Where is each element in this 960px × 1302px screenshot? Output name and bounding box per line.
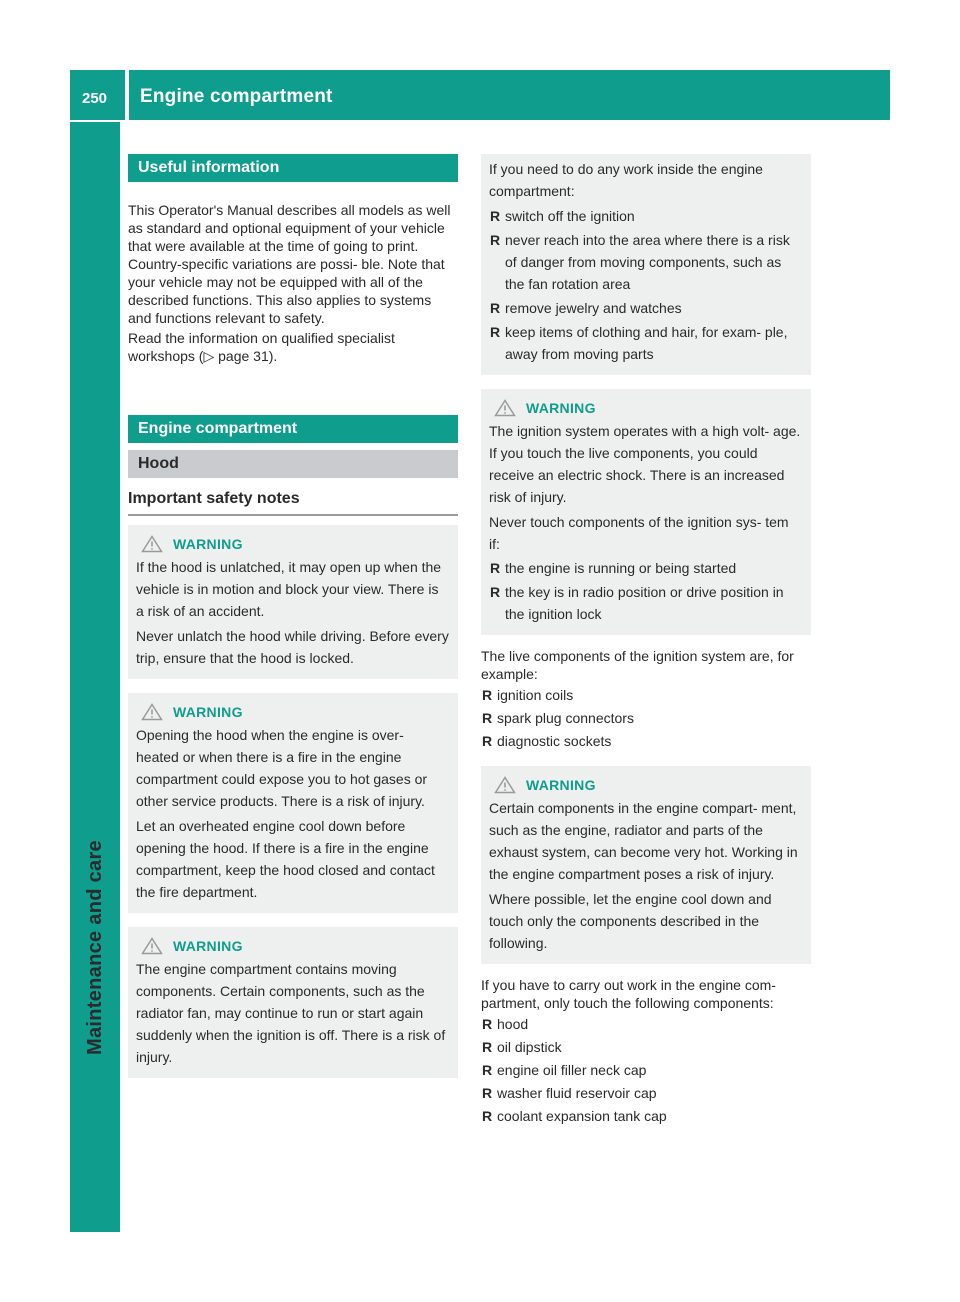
warning-text: Certain components in the engine compart- ment, such as the engine, radiator and parts of the exhaust system, can become very hot. Working in the engine compartment poses a risk of injury. <box>489 800 798 882</box>
warning-header <box>141 702 450 722</box>
list-item: R washer fluid reservoir cap <box>482 1085 657 1101</box>
list-item: R ignition coils <box>482 687 574 703</box>
work-precautions-list <box>489 205 803 365</box>
right-column <box>481 154 811 1127</box>
live-components-list <box>481 684 811 752</box>
touchable-components-list <box>481 1013 811 1127</box>
specialist-workshops-reference[interactable]: Read the information on qualified specialist workshops (▷ page 31). <box>128 330 395 364</box>
warning-text: Where possible, let the engine cool down and touch only the components described in the following. <box>489 891 772 951</box>
header-divider <box>125 70 129 120</box>
engine-compartment-heading: Engine compartment <box>128 415 458 443</box>
safety-notes-heading: Important safety notes <box>128 490 458 516</box>
warning-triangle-icon <box>494 776 516 794</box>
list-item: R coolant expansion tank cap <box>482 1108 667 1124</box>
work-precautions-intro: If you need to do any work inside the engine compartment: <box>489 161 763 199</box>
list-item: R hood <box>482 1016 529 1032</box>
list-item: R keep items of clothing and hair, for exam- ple, away from moving parts <box>490 324 788 362</box>
left-column <box>128 154 458 1078</box>
side-tab <box>70 122 120 1232</box>
warning-label: WARNING <box>173 938 243 954</box>
work-precautions-box <box>481 154 811 375</box>
warning-triangle-icon <box>494 399 516 417</box>
warning-header <box>141 534 450 554</box>
hood-heading: Hood <box>128 450 458 478</box>
warning-label: WARNING <box>526 777 596 793</box>
warning-box <box>481 766 811 964</box>
warning-text: The engine compartment contains moving components. Certain components, such as the radiator fan, may continue to run or start again suddenly when the ignition is off. There is a risk of injury. <box>136 961 446 1065</box>
warning-text: Let an overheated engine cool down before opening the hood. If there is a fire in the engine compartment, keep the hood closed and contact the fire department. <box>136 818 435 900</box>
list-item: R the engine is running or being started <box>490 560 737 576</box>
warning-triangle-icon <box>141 535 163 553</box>
list-item: R switch off the ignition <box>490 208 635 224</box>
touchable-components-intro: If you have to carry out work in the engine com- partment, only touch the following components: <box>481 977 776 1011</box>
warning-header <box>141 936 450 956</box>
side-tab-label: Maintenance and care <box>84 840 106 1055</box>
warning-box <box>128 927 458 1078</box>
warning-text: Never touch components of the ignition sys- tem if: <box>489 514 789 552</box>
list-item: R the key is in radio position or drive position in the ignition lock <box>490 584 784 622</box>
warning-triangle-icon <box>141 937 163 955</box>
ignition-conditions-list <box>489 557 803 625</box>
warning-box <box>128 693 458 913</box>
list-item: R remove jewelry and watches <box>490 300 682 316</box>
warning-text: Never unlatch the hood while driving. Before every trip, ensure that the hood is locked. <box>136 628 449 666</box>
list-item: R oil dipstick <box>482 1039 562 1055</box>
warning-box <box>128 525 458 679</box>
page-number: 250 <box>82 90 108 107</box>
warning-text: Opening the hood when the engine is over- heated or when there is a fire in the engine compartment could expose you to hot gases or other service products. There is a risk of injury. <box>136 727 428 809</box>
warning-label: WARNING <box>173 704 243 720</box>
page-title: Engine compartment <box>140 86 333 107</box>
useful-information-heading: Useful information <box>128 154 458 182</box>
list-item: R never reach into the area where there is a risk of danger from moving components, such as the fan rotation area <box>490 232 790 292</box>
list-item: R diagnostic sockets <box>482 733 612 749</box>
warning-triangle-icon <box>141 703 163 721</box>
warning-box <box>481 389 811 635</box>
list-item: R engine oil filler neck cap <box>482 1062 647 1078</box>
list-item: R spark plug connectors <box>482 710 634 726</box>
useful-information-paragraph: This Operator's Manual describes all models as well as standard and optional equipment of your vehicle that were available at the time of going to print. Country-specific variations are possi- ble. Note that your vehicle may not be equipped with all of the described functions. This also applies to systems and functions relevant to safety. <box>128 202 451 326</box>
warning-header <box>494 775 803 795</box>
warning-header <box>494 398 803 418</box>
live-components-intro: The live components of the ignition system are, for example: <box>481 648 794 682</box>
warning-text: The ignition system operates with a high volt- age. If you touch the live components, you could receive an electric shock. There is an increased risk of injury. <box>489 423 801 505</box>
warning-label: WARNING <box>526 400 596 416</box>
warning-label: WARNING <box>173 536 243 552</box>
warning-text: If the hood is unlatched, it may open up when the vehicle is in motion and block your view. There is a risk of an accident. <box>136 559 442 619</box>
useful-information-body <box>128 201 458 365</box>
